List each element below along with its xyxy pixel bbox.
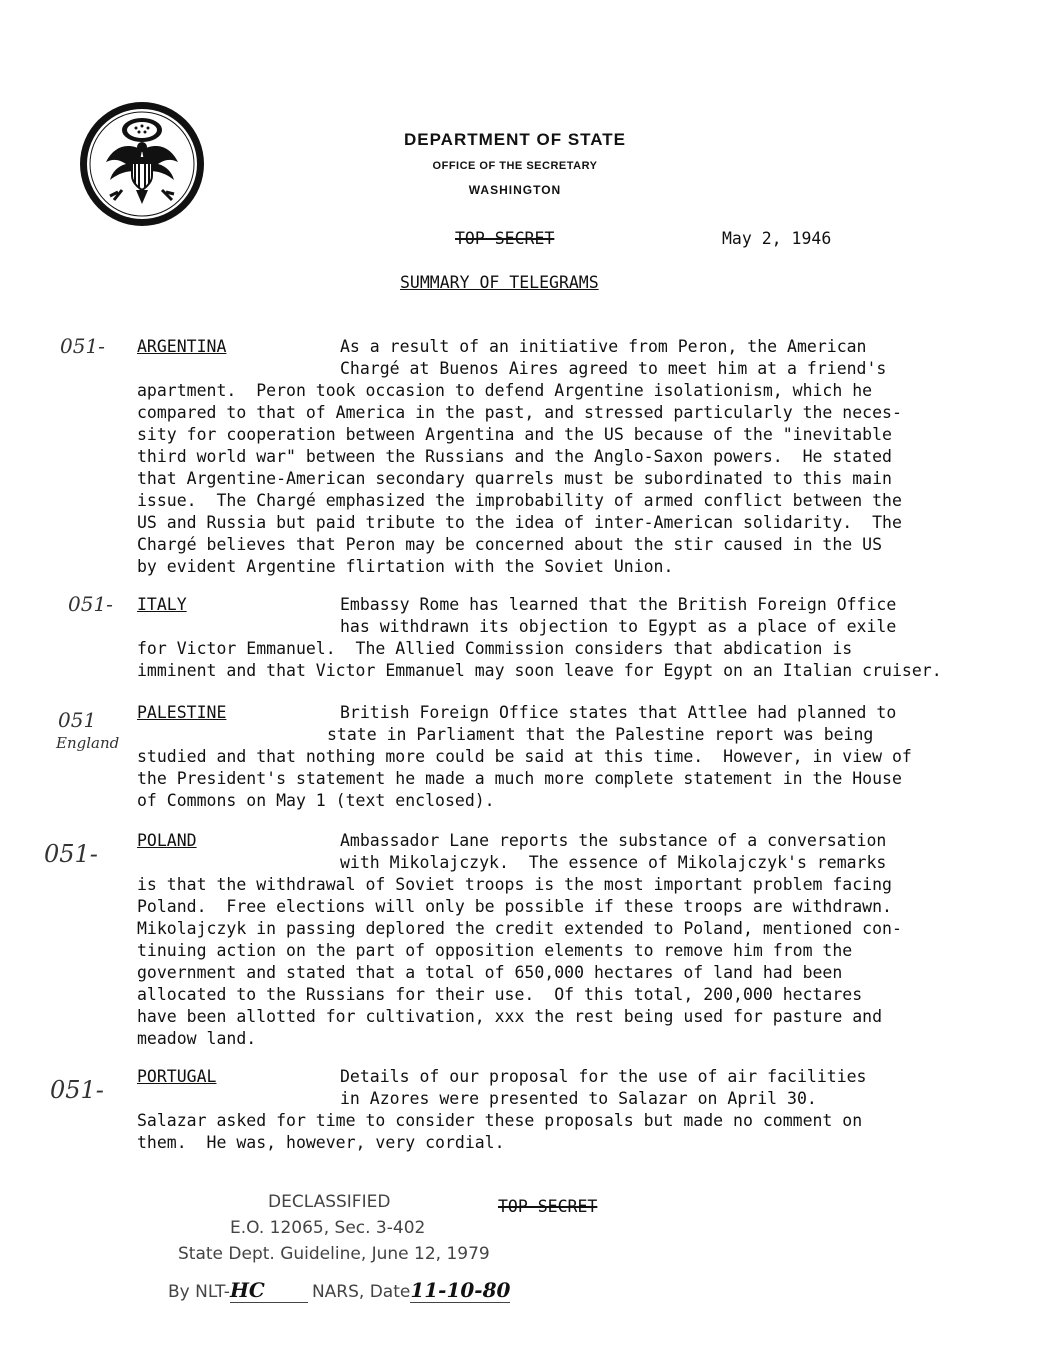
section-line: Salazar asked for time to consider these proposals but made no comment on <box>137 1111 863 1130</box>
section-line: Mikolajczyk in passing deplored the credit extended to Poland, mentioned con- <box>137 919 902 938</box>
declassified-heading: DECLASSIFIED <box>268 1192 391 1212</box>
section-line: US and Russia but paid tribute to the idea of inter-American solidarity. The <box>137 513 902 532</box>
letterhead-city: WASHINGTON <box>468 183 562 197</box>
section-line: As a result of an initiative from Peron, the American <box>340 337 867 356</box>
department-seal-logo <box>78 100 206 228</box>
letterhead-office: OFFICE OF THE SECRETARY <box>432 160 598 172</box>
margin-note: 051- <box>50 1076 104 1104</box>
margin-note: 051- <box>44 840 98 868</box>
section-line: studied and that nothing more could be said at this time. However, in view of <box>137 747 912 766</box>
section-line: state in Parliament that the Palestine report was being <box>327 725 874 744</box>
section-line: sity for cooperation between Argentina and the US because of the "inevitable <box>137 425 892 444</box>
section-line: tinuing action on the part of opposition elements to remove him from the <box>137 941 853 960</box>
section-line: them. He was, however, very cordial. <box>137 1133 505 1152</box>
section-heading: ARGENTINA <box>137 337 227 356</box>
section-line: allocated to the Russians for their use. Of this total, 200,000 hectares <box>137 985 863 1004</box>
margin-note: 051 <box>58 708 97 732</box>
section-line: the President's statement he made a much more complete statement in the House <box>137 769 902 788</box>
section-line: for Victor Emmanuel. The Allied Commission considers that abdication is <box>137 639 853 658</box>
section-line: apartment. Peron took occasion to defend Argentine isolationism, which he <box>137 381 873 400</box>
section-heading: PORTUGAL <box>137 1067 217 1086</box>
section-line: Poland. Free elections will only be possible if these troops are withdrawn. <box>137 897 892 916</box>
section-line: of Commons on May 1 (text enclosed). <box>137 791 495 810</box>
section-heading: PALESTINE <box>137 703 227 722</box>
section-line: Chargé believes that Peron may be concerned about the stir caused in the US <box>137 535 883 554</box>
declassified-by-row <box>168 1278 510 1303</box>
section-line: by evident Argentine flirtation with the Soviet Union. <box>137 557 674 576</box>
classification-top: TOP SECRET <box>455 229 555 248</box>
declassified-by-value: HC <box>230 1278 308 1303</box>
section-line: has withdrawn its objection to Egypt as a place of exile <box>340 617 897 636</box>
section-line: Details of our proposal for the use of air facilities <box>340 1067 867 1086</box>
classification-bottom: TOP SECRET <box>498 1197 598 1216</box>
section-line: Chargé at Buenos Aires agreed to meet him at a friend's <box>340 359 887 378</box>
section-line: Embassy Rome has learned that the British Foreign Office <box>340 595 897 614</box>
section-line: third world war" between the Russians and the Anglo-Saxon powers. He stated <box>137 447 892 466</box>
section-line: that Argentine-American secondary quarrels must be subordinated to this main <box>137 469 892 488</box>
section-line: compared to that of America in the past, and stressed particularly the neces- <box>137 403 902 422</box>
declassified-by-label: By NLT- <box>168 1282 230 1302</box>
document-title: SUMMARY OF TELEGRAMS <box>400 273 599 292</box>
section-heading: POLAND <box>137 831 197 850</box>
margin-note: 051- <box>68 592 113 616</box>
section-line: government and stated that a total of 650,000 hectares of land had been <box>137 963 843 982</box>
margin-note: 051- <box>60 334 105 358</box>
section-line: have been allotted for cultivation, xxx the rest being used for pasture and <box>137 1007 883 1026</box>
section-line: Ambassador Lane reports the substance of a conversation <box>340 831 887 850</box>
section-line: with Mikolajczyk. The essence of Mikolajczyk's remarks <box>340 853 887 872</box>
section-line: issue. The Chargé emphasized the improbability of armed conflict between the <box>137 491 902 510</box>
section-line: imminent and that Victor Emmanuel may soon leave for Egypt on an Italian cruiser. <box>137 661 942 680</box>
letterhead-department: DEPARTMENT OF STATE <box>403 130 627 149</box>
document-date: May 2, 1946 <box>722 229 832 248</box>
declassified-nars-label: NARS, Date <box>311 1282 411 1302</box>
section-heading: ITALY <box>137 595 187 614</box>
declassified-date-value: 11-10-80 <box>410 1278 511 1302</box>
declassified-eo: E.O. 12065, Sec. 3-402 <box>230 1218 426 1238</box>
margin-note-england: England <box>56 734 120 752</box>
declassified-guideline: State Dept. Guideline, June 12, 1979 <box>178 1244 490 1264</box>
section-line: in Azores were presented to Salazar on April 30. <box>340 1089 817 1108</box>
section-line: British Foreign Office states that Attlee had planned to <box>340 703 897 722</box>
section-line: is that the withdrawal of Soviet troops is the most important problem facing <box>137 875 892 894</box>
section-line: meadow land. <box>137 1029 257 1048</box>
